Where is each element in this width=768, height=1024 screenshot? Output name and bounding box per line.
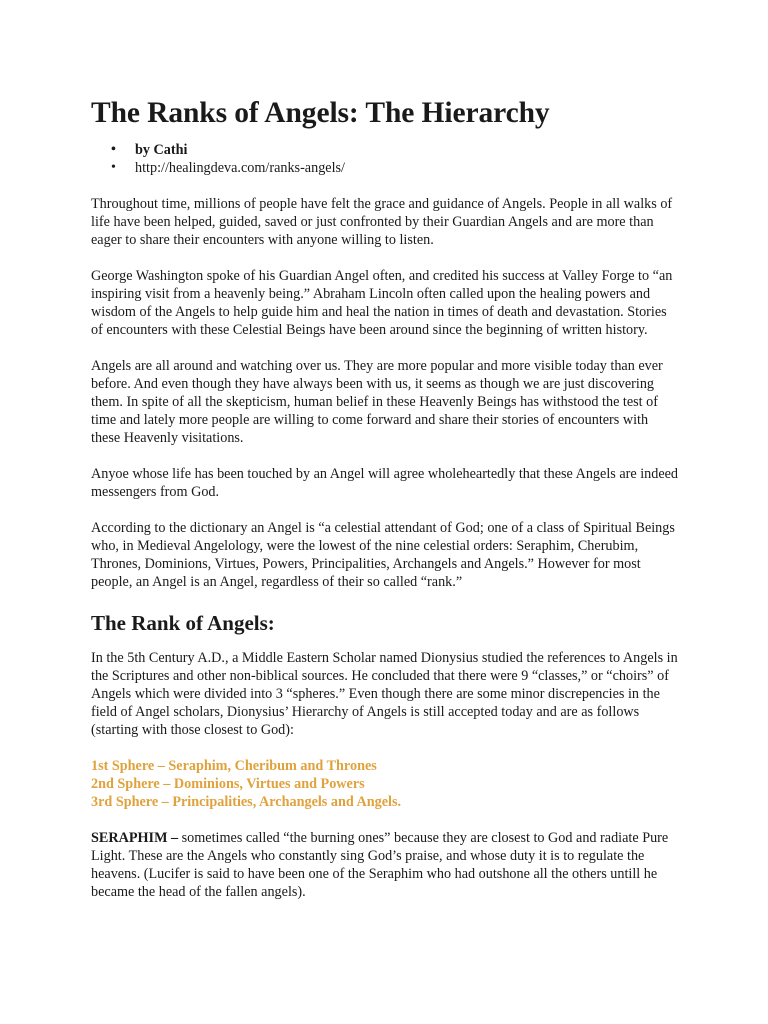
author-item: • by Cathi	[135, 141, 680, 159]
source-url-item: • http://healingdeva.com/ranks-angels/	[135, 159, 680, 177]
paragraph-dictionary: According to the dictionary an Angel is “a celestial attendant of God; one of a class of Spiritual Beings who, in Medieval Angelology, were the lowest of the nine celestial orders: Seraphim, Cherubim, Thrones, Dominions, Virtues, Powers, Principalities, Archangels and Angels.” However for most people, an Angel is an Angel, regardless of their so called “rank.”	[91, 520, 675, 590]
spheres-list	[91, 757, 680, 811]
paragraph-washington: George Washington spoke of his Guardian Angel often, and credited his success at Valley Forge to “an inspiring visit from a heavenly being.” Abraham Lincoln often called upon the healing powers and wisdom of the Angels to help guide him and heal the nation in times of death and devastation. Stories of encounters with these Celestial Beings have been around since the beginning of written history.	[91, 268, 673, 338]
paragraph-messengers: Anyoe whose life has been touched by an Angel will agree wholeheartedly that these Angels are indeed messengers from God.	[91, 466, 679, 500]
seraphim-description: sometimes called “the burning ones” because they are closest to God and radiate Pure Light. These are the Angels who constantly sing God’s praise, and whose duty it is to regulate the heavens. (Lucifer is said to have been one of the Seraphim who had outshone all the others untill he became the head of the fallen angels).	[91, 830, 669, 900]
paragraph-angels-around: Angels are all around and watching over us. They are more popular and more visible today than ever before. And even though they have always been with us, it seems as though we are just discovering them. In spite of all the skepticism, human belief in these Heavenly Beings has withstood the test of time and lately more people are willing to come forward and share their stories of encounters with these Heavenly visitations.	[91, 358, 663, 446]
document-title: The Ranks of Angels: The Hierarchy	[91, 97, 550, 129]
sphere-item-3: 3rd Sphere – Principalities, Archangels and Angels.	[91, 794, 402, 810]
sphere-item-2: 2nd Sphere – Dominions, Virtues and Powers	[91, 776, 365, 792]
paragraph-dionysius: In the 5th Century A.D., a Middle Eastern Scholar named Dionysius studied the references to Angels in the Scriptures and other non-biblical sources. He concluded that there were 9 “classes,” or “choirs” of Angels which were divided into 3 “spheres.” Even though there are some minor discrepencies in the field of Angel scholars, Dionysius’ Hierarchy of Angels is still accepted today and are as follows (starting with those closest to God):	[91, 650, 678, 738]
paragraph-seraphim	[91, 829, 680, 901]
sphere-item-1: 1st Sphere – Seraphim, Cheribum and Thrones	[91, 758, 377, 774]
seraphim-term: SERAPHIM –	[91, 830, 179, 846]
section-heading: The Rank of Angels:	[91, 611, 275, 635]
meta-list	[91, 141, 680, 177]
paragraph-intro: Throughout time, millions of people have felt the grace and guidance of Angels. People in all walks of life have been helped, guided, saved or just confronted by their Guardian Angels and are more than eager to share their encounters with anyone willing to listen.	[91, 196, 673, 248]
